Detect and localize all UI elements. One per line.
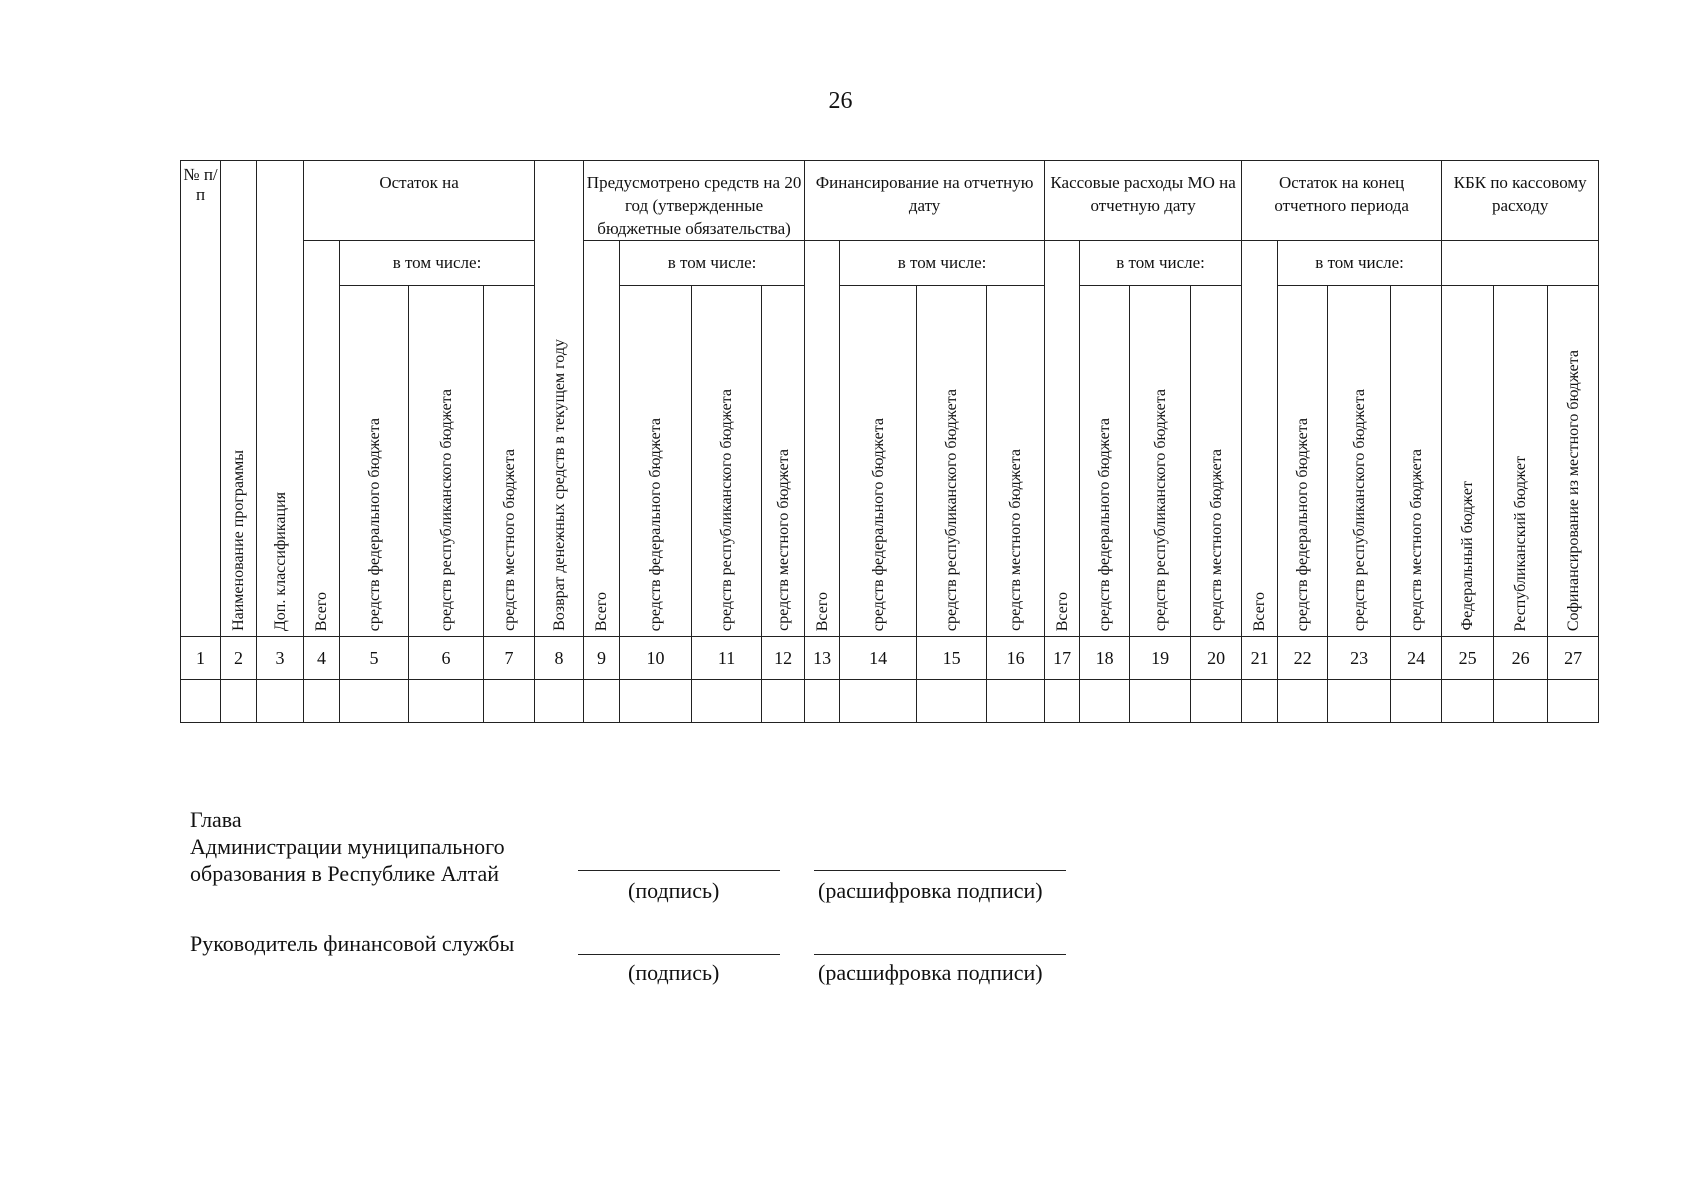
col-number: 11 [692,637,762,680]
col-number: 8 [535,637,584,680]
header-col-14 [840,286,917,637]
header-col-20 [1191,286,1242,637]
col-number: 13 [805,637,840,680]
header-col-25 [1442,286,1494,637]
header-col-26-text: Республиканский бюджет [1512,455,1530,631]
header-col-15 [917,286,987,637]
header-group-kbk: КБК по кассовому расходу [1442,161,1599,241]
header-kbk-blank [1442,241,1599,286]
header-group-predusmotreno: Предусмотрено средств на 20 год (утвержденные бюджетные обязательства) [584,161,805,241]
col-number: 24 [1391,637,1442,680]
header-row-columns [181,286,1599,637]
table-cell [692,680,762,723]
header-vsego-4 [304,241,340,637]
header-col-27-text: Софинансирование из местного бюджета [1564,349,1582,631]
header-col-6 [409,286,484,637]
signature-line-head [578,870,780,871]
report-table [180,160,1599,723]
header-col-20-text: средств местного бюджета [1207,449,1225,631]
podpis-caption-head: (подпись) [628,878,720,903]
col-number: 27 [1548,637,1599,680]
header-col-16-text: средств местного бюджета [1007,449,1025,631]
header-group-kassovye: Кассовые расходы МО на отчетную дату [1045,161,1242,241]
header-col-return [535,161,584,637]
header-col-number: № п/п [181,161,221,637]
table-cell [762,680,805,723]
header-vsego-17-text: Всего [1053,591,1071,631]
table-cell [181,680,221,723]
head-title-line3: образования в Республике Алтай [190,861,500,886]
col-number: 15 [917,637,987,680]
head-title [190,806,505,887]
header-col-16 [987,286,1045,637]
table-cell [1328,680,1391,723]
header-col-26 [1494,286,1548,637]
header-row-groups [181,161,1599,241]
header-col-5 [340,286,409,637]
header-col-14-text: средств федерального бюджета [869,417,887,631]
table-cell [257,680,304,723]
header-col-10 [620,286,692,637]
table-cell [484,680,535,723]
header-col-6-text: средств республиканского бюджета [437,388,455,631]
decryption-caption-finance: (расшифровка подписи) [818,960,1043,985]
header-col-10-text: средств федерального бюджета [647,417,665,631]
table-cell [1278,680,1328,723]
table-cell [535,680,584,723]
header-col-22-text: средств федерального бюджета [1294,417,1312,631]
header-col-24 [1391,286,1442,637]
header-col-11 [692,286,762,637]
podpis-caption-finance: (подпись) [628,960,720,985]
header-col-25-text: Федеральный бюджет [1459,481,1477,631]
table-cell [1191,680,1242,723]
header-v-tom-chisle-5: в том числе: [1278,241,1442,286]
col-number: 3 [257,637,304,680]
header-vsego-9 [584,241,620,637]
header-col-18 [1080,286,1130,637]
header-col-12 [762,286,805,637]
table-cell [1548,680,1599,723]
column-numbers-row [181,637,1599,680]
decryption-line-head [814,870,1066,871]
header-col-19-text: средств республиканского бюджета [1151,388,1169,631]
header-vsego-21 [1242,241,1278,637]
header-col-23 [1328,286,1391,637]
header-col-program-name-text: Наименование программы [230,450,247,631]
head-title-line2: Администрации муниципального [190,834,505,859]
col-number: 26 [1494,637,1548,680]
header-col-extra-classification [257,161,304,637]
decryption-caption-head: (расшифровка подписи) [818,878,1043,903]
header-group-ostatok: Остаток на [304,161,535,241]
col-number: 23 [1328,637,1391,680]
header-v-tom-chisle-3: в том числе: [840,241,1045,286]
header-col-22 [1278,286,1328,637]
page-number: 26 [828,88,853,114]
table-cell [304,680,340,723]
col-number: 19 [1130,637,1191,680]
header-col-return-text: Возврат денежных средств в текущем году [550,339,568,631]
col-number: 7 [484,637,535,680]
header-row-subgroups [181,241,1599,286]
table-cell [620,680,692,723]
header-col-7 [484,286,535,637]
header-v-tom-chisle-2: в том числе: [620,241,805,286]
decryption-line-finance [814,954,1066,955]
col-number: 12 [762,637,805,680]
table-cell [1391,680,1442,723]
header-v-tom-chisle-1: в том числе: [340,241,535,286]
col-number: 22 [1278,637,1328,680]
header-col-5-text: средств федерального бюджета [365,417,383,631]
header-col-23-text: средств республиканского бюджета [1350,388,1368,631]
table-cell [409,680,484,723]
empty-data-row [181,680,1599,723]
table-cell [1045,680,1080,723]
header-col-12-text: средств местного бюджета [774,449,792,631]
col-number: 14 [840,637,917,680]
table-cell [1130,680,1191,723]
signature-line-finance [578,954,780,955]
header-col-15-text: средств республиканского бюджета [943,388,961,631]
col-number: 4 [304,637,340,680]
header-vsego-21-text: Всего [1251,591,1269,631]
header-vsego-4-text: Всего [313,591,330,631]
col-number: 2 [221,637,257,680]
header-group-finansirovanie: Финансирование на отчетную дату [805,161,1045,241]
table-cell [584,680,620,723]
header-col-18-text: средств федерального бюджета [1096,417,1114,631]
table-cell [1442,680,1494,723]
header-group-ostatok-konec: Остаток на конец отчетного периода [1242,161,1442,241]
header-vsego-9-text: Всего [593,591,611,631]
col-number: 9 [584,637,620,680]
col-number: 25 [1442,637,1494,680]
col-number: 21 [1242,637,1278,680]
table-cell [1242,680,1278,723]
col-number: 18 [1080,637,1130,680]
table-cell [221,680,257,723]
table-cell [987,680,1045,723]
header-col-24-text: средств местного бюджета [1407,449,1425,631]
head-title-line1: Глава [190,807,242,832]
col-number: 5 [340,637,409,680]
header-col-19 [1130,286,1191,637]
table-cell [805,680,840,723]
header-col-program-name [221,161,257,637]
table-cell [917,680,987,723]
header-vsego-13-text: Всего [813,591,831,631]
header-col-27 [1548,286,1599,637]
col-number: 20 [1191,637,1242,680]
header-vsego-13 [805,241,840,637]
table-cell [840,680,917,723]
col-number: 10 [620,637,692,680]
table-cell [340,680,409,723]
header-v-tom-chisle-4: в том числе: [1080,241,1242,286]
table-cell [1080,680,1130,723]
col-number: 6 [409,637,484,680]
finance-head-title: Руководитель финансовой службы [190,931,515,956]
header-col-7-text: средств местного бюджета [500,449,518,631]
table-cell [1494,680,1548,723]
col-number: 16 [987,637,1045,680]
header-col-11-text: средств республиканского бюджета [718,388,736,631]
header-vsego-17 [1045,241,1080,637]
header-col-extra-classification-text: Доп. классификация [271,491,289,631]
col-number: 17 [1045,637,1080,680]
col-number: 1 [181,637,221,680]
